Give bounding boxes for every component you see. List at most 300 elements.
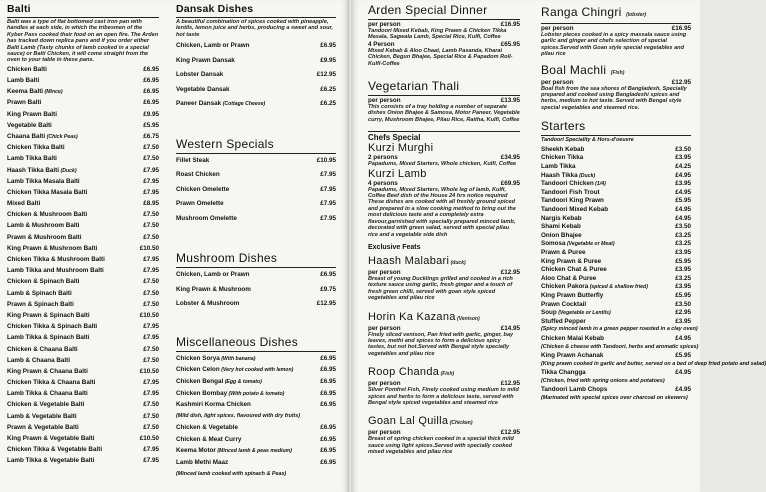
item-note: (Egg & tomato) [223, 378, 262, 385]
menu-item [7, 390, 159, 401]
item-name: Soup (Vegetable or Lentils) [541, 309, 611, 317]
item-note: (Cottage Cheese) [221, 101, 266, 108]
item-price: £5.95 [675, 197, 691, 205]
item-price: £10.50 [139, 367, 159, 375]
dish-title: Haash Malabari (duck) [368, 254, 466, 267]
dish-title: Boal Machli (Fish) [541, 62, 625, 77]
item-name: Chicken Pakora (spiced & shallow fried) [541, 283, 648, 291]
menu-item [176, 57, 336, 72]
mushroom-section [176, 251, 336, 315]
item-price: £3.95 [675, 154, 691, 162]
item-price: £3.50 [675, 300, 691, 308]
item-name: (Marinated with special spices over charcoal on skewers) [541, 395, 688, 402]
item-price: £6.75 [143, 132, 159, 140]
item-price: £6.25 [320, 85, 336, 93]
item-description: Mixed Kebab & Aloo Chaat, Lamb Pasanda, Kharai Chicken, Begun Bhajee, Special Rice & Papadom Roll-Kulfi-Coffee [368, 47, 513, 67]
item-price: £4.95 [675, 188, 691, 196]
section-title: Chefs Special [368, 133, 421, 143]
item-name: Lobster Dansak [176, 71, 224, 79]
item-price: £3.95 [675, 317, 691, 325]
item-name: Prawn & Spinach Balti [7, 300, 74, 308]
item-price: £7.95 [143, 446, 159, 454]
menu-item [541, 154, 691, 163]
menu-item [541, 352, 691, 361]
item-name: King Prawn & Spinach Balti [7, 311, 90, 319]
menu-item [541, 301, 691, 310]
menu-item [7, 323, 159, 334]
item-name: Kashmiri Korma Chicken [176, 401, 251, 409]
item-price: £7.95 [143, 390, 159, 398]
item-name: (King prawn cooked in garlic and butter, served on a bed of deep fried potato and salad) [541, 360, 766, 367]
item-price: £9.95 [143, 110, 159, 118]
item-name: Lamb Tikka & Chaana Balti [7, 390, 88, 398]
item-price: £6.95 [143, 99, 159, 107]
item-name: Keema Motor (Minced lamb & peas medium) [176, 447, 292, 455]
item-price: £10.95 [316, 156, 336, 164]
item-price: £4.95 [675, 171, 691, 179]
menu-item [541, 249, 691, 258]
menu-item [541, 146, 691, 155]
feats-section [368, 244, 520, 456]
divider [176, 351, 336, 352]
item-price: £3.25 [675, 274, 691, 282]
item-name: Chicken Chat & Puree [541, 266, 607, 274]
item-price: £7.50 [143, 356, 159, 364]
menu-item [7, 424, 159, 435]
menu-item [7, 111, 159, 122]
item-name: King Prawn Balti [7, 110, 58, 118]
menu-item [7, 178, 159, 189]
item-price: £3.95 [675, 180, 691, 188]
menu-item [7, 301, 159, 312]
menu-item [176, 459, 336, 471]
menu-item [176, 157, 336, 172]
item-price: £7.50 [143, 278, 159, 286]
item-note: (With banana) [219, 355, 256, 362]
veg-thali-section [368, 79, 520, 123]
item-description: Breast of young Ducklings grilled and cooked in a rich texture sauce using garlic, fresh ginger and a touch of fresh green chilli, served with goan style spiced vegetables and pilau rice [368, 275, 513, 302]
dish-title: Roop Chanda (Fish) [368, 366, 455, 379]
item-price: £6.95 [320, 366, 336, 374]
item-price: £7.95 [320, 185, 336, 193]
item-name: Tandoori Speciality & Hors-d'oeuvre [541, 137, 634, 144]
item-price: £7.50 [143, 289, 159, 297]
item-name: Chicken Balti [7, 65, 47, 73]
divider [368, 131, 520, 132]
item-name: Onion Bhajee [541, 231, 582, 239]
section-title: Miscellaneous Dishes [176, 334, 299, 349]
divider [7, 17, 159, 18]
item-name: Tandoori Lamb Chops [541, 386, 608, 394]
section-title: Balti [7, 3, 31, 15]
item-price: £6.95 [320, 377, 336, 385]
item-name: Lamb Tikka Balti [7, 155, 57, 163]
item-name: Lamb Tikka [541, 163, 576, 171]
item-name: Prawn & Vegetable Balti [7, 423, 79, 431]
item-name: Lamb Tikka and Mushroom Balti [7, 267, 104, 275]
menu-item [176, 413, 336, 425]
price-line: 4 Person £65.95 [368, 40, 520, 48]
menu-item [7, 211, 159, 222]
item-name: Lamb & Vegetable Balti [7, 412, 77, 420]
item-name: Tandoori Fish Trout [541, 188, 600, 196]
menu-item [176, 447, 336, 459]
item-price: £3.95 [675, 266, 691, 274]
left-page [0, 0, 349, 492]
starters-section [541, 119, 766, 403]
item-price: £6.95 [320, 354, 336, 362]
item-name: Chicken Omelette [176, 185, 230, 193]
menu-item [176, 300, 336, 315]
item-name: King Prawn & Vegetable Balti [7, 435, 95, 443]
price-line: per person £16.95 [541, 25, 691, 32]
item-price: £3.50 [675, 145, 691, 153]
dansak-list [176, 42, 336, 115]
menu-item [176, 171, 336, 186]
item-name: King Prawn & Puree [541, 257, 602, 265]
item-name: Vegetable Dansak [176, 85, 230, 93]
menu-item [176, 100, 336, 115]
item-name: Mushroom Omelette [176, 214, 237, 222]
menu-item [541, 343, 699, 353]
western-list [176, 157, 336, 230]
section-title: Exclusive Feats [368, 243, 421, 251]
balti-section [7, 3, 159, 469]
menu-item [176, 436, 336, 448]
menu-item [176, 215, 336, 230]
menu-item [176, 86, 336, 101]
menu-item [541, 223, 691, 232]
feat-item [368, 362, 520, 406]
misc-section [176, 335, 336, 483]
feats-list [368, 251, 520, 456]
item-price: £7.50 [143, 233, 159, 241]
item-name: Chicken, Lamb or Prawn [176, 271, 250, 279]
menu-item [7, 200, 159, 211]
item-name: Chicken & Spinach Balti [7, 278, 80, 286]
price-line: per person £13.95 [368, 97, 520, 105]
specials-column [368, 3, 520, 461]
menu-item [176, 286, 336, 301]
item-name: Chicken Celon (Very hot cooked with lemon) [176, 366, 294, 374]
menu-item [541, 189, 691, 198]
item-name: Lamb Tikka Masala Balti [7, 177, 80, 185]
item-price: £4.95 [675, 214, 691, 222]
item-price: £6.95 [143, 65, 159, 73]
item-price: £7.95 [143, 379, 159, 387]
item-name: Sheekh Kebab [541, 145, 585, 153]
item-price: £7.95 [143, 334, 159, 342]
price-line: per person £12.95 [368, 268, 520, 276]
menu-item [176, 186, 336, 201]
item-price: £8.95 [143, 200, 159, 208]
item-price: £3.25 [675, 231, 691, 239]
item-price: £2.95 [675, 309, 691, 317]
item-name: Lamb & Chaana Balti [7, 356, 70, 364]
item-name: Chicken Tikka & Mushroom Balti [7, 256, 105, 264]
item-name: Prawn Balti [7, 99, 42, 107]
item-name: Tandoori Mixed Kebab [541, 206, 609, 213]
menu-item [7, 144, 159, 155]
menu-item [541, 386, 691, 395]
item-price: £9.75 [320, 285, 336, 293]
item-price: £7.50 [143, 155, 159, 163]
item-name: King Prawn & Mushroom [176, 285, 251, 293]
menu-item [541, 292, 691, 301]
menu-item [541, 360, 766, 370]
item-price: £10.50 [139, 435, 159, 443]
misc-list [176, 355, 336, 483]
menu-item [541, 369, 691, 378]
item-price: £6.95 [320, 42, 336, 50]
item-note: (Very hot cooked with lemon) [219, 367, 294, 374]
menu-item [541, 309, 691, 318]
section-title: Western Specials [176, 136, 274, 151]
item-name: Chicken & Meat Curry [176, 435, 242, 443]
menu-item [176, 71, 336, 86]
item-price: £7.95 [143, 256, 159, 264]
starters-column [541, 3, 766, 404]
item-name: Stuffed Pepper [541, 317, 586, 325]
menu-item [176, 366, 336, 378]
menu-item [7, 346, 159, 357]
item-name: Lamb Tikka & Spinach Balti [7, 334, 90, 342]
item-name: Fillet Steak [176, 156, 210, 164]
item-name: Aloo Chat & Puree [541, 274, 597, 282]
item-price: £7.95 [143, 177, 159, 185]
section-title: Mushroom Dishes [176, 251, 278, 266]
price-line: 2 persons £34.95 [368, 154, 520, 162]
item-name: Chicken Tikka & Spinach Balti [7, 323, 98, 331]
item-price: £3.95 [675, 248, 691, 256]
price-line: per person £12.95 [368, 429, 520, 437]
ranga-section [541, 3, 691, 58]
item-name: King Prawn Butterfly [541, 291, 604, 299]
item-name: King Prawn & Mushroom Balti [7, 244, 98, 252]
item-price: £7.50 [143, 222, 159, 230]
item-name: Somosa (Vegetable or Meat) [541, 240, 615, 248]
item-price: £7.95 [143, 457, 159, 465]
price-line: 4 persons £69.95 [368, 179, 520, 187]
menu-item [7, 222, 159, 233]
item-name: Prawn & Mushroom Balti [7, 233, 82, 241]
item-name: Chicken Tikka [541, 154, 584, 162]
section-description: A beautiful combination of spices cooked with pineapple, lentils, lemon juice and herbs, producing a sweet and sour, hot taste [176, 19, 333, 38]
item-price: £5.95 [675, 352, 691, 360]
item-name: Haash Tikka Balti (Duck) [7, 166, 77, 174]
item-name: Chicken Sorya (With banana) [176, 354, 256, 362]
menu-item [541, 180, 691, 189]
section-title: Vegetarian Thali [368, 79, 460, 94]
item-price: £7.50 [143, 423, 159, 431]
western-section [176, 137, 336, 230]
price-line: per person £12.95 [541, 78, 691, 86]
item-price: £7.95 [143, 166, 159, 174]
item-price: £7.95 [320, 200, 336, 208]
menu-item [7, 99, 159, 110]
item-name: Paneer Dansak (Cottage Cheese) [176, 100, 266, 108]
item-price: £3.25 [675, 240, 691, 248]
menu-item [541, 266, 691, 275]
item-name: Chicken Tikka Balti [7, 144, 65, 152]
divider [368, 19, 520, 20]
menu-item [541, 258, 691, 267]
dish-title: Kurzi Murghi [368, 142, 434, 155]
item-name: Prawn & Puree [541, 248, 586, 256]
item-note: (Duck) [59, 167, 77, 174]
item-name: (Minced lamb cooked with spinach & Peas) [176, 470, 287, 477]
menu-item [541, 395, 691, 404]
boal-section [541, 61, 691, 112]
right-column-left-page [176, 3, 336, 482]
balti-list [7, 66, 159, 469]
item-price: £7.50 [143, 345, 159, 353]
item-name: Chicken & Vegetable [176, 424, 238, 432]
item-price: £7.50 [143, 300, 159, 308]
section-title: Dansak Dishes [176, 3, 254, 15]
item-name: Lamb Tikka & Vegetable Balti [7, 457, 95, 465]
section-description: Balti was a type of flat bottomed cast iron pan with handles at each side, in which the tribesmen of the Kyber Pass cooked their food on an open fire. The Arden has tracked down replica pans and if you order either Balti Lamb (Tasty chunks of lamb cooked in a special sauce) or Balti Chicken, it will come straight from the oven to your table in these pans. [7, 19, 159, 64]
item-name: Chicken Bombay (With potato & tomato) [176, 389, 285, 397]
item-price: £6.95 [320, 401, 336, 409]
item-name: Lamb Methi Maaz [176, 459, 229, 467]
menu-item [176, 471, 336, 483]
menu-item [176, 271, 336, 286]
mushroom-list [176, 271, 336, 315]
item-price: £3.95 [675, 283, 691, 291]
menu-item [7, 189, 159, 200]
item-name: Chicken Bengal (Egg & tomato) [176, 377, 262, 385]
item-name: Chicken & Chaana Balti [7, 345, 78, 353]
menu-item [541, 172, 691, 181]
menu-item [7, 334, 159, 345]
menu-item [176, 390, 336, 402]
item-price: £6.95 [320, 459, 336, 467]
menu-item [7, 312, 159, 323]
price-line: per person £12.95 [368, 380, 520, 388]
item-price: £6.95 [320, 389, 336, 397]
item-price: £7.95 [143, 267, 159, 275]
menu-item [541, 275, 691, 284]
item-name: (Chicken & cheese with Tandoori, herbs and aromatic spices) [541, 343, 699, 350]
dish-title: Horin Ka Kazana (Venison) [368, 310, 480, 323]
item-name: Chicken Tikka & Chaana Balti [7, 379, 96, 387]
item-price: £6.95 [143, 88, 159, 96]
divider [541, 23, 691, 24]
section-title: Starters [541, 119, 586, 134]
item-price: £6.25 [320, 100, 336, 108]
item-price: £7.50 [143, 144, 159, 152]
menu-item [7, 278, 159, 289]
item-price: £6.95 [143, 77, 159, 85]
menu-item [541, 197, 691, 206]
menu-item [7, 457, 159, 468]
feat-item [368, 307, 520, 358]
item-name: (Chicken, fried with spring onions and potatoes) [541, 377, 665, 384]
item-name: Chicken Malai Kebab [541, 334, 604, 342]
divider [176, 17, 336, 18]
item-price: £4.95 [675, 334, 691, 342]
item-name: King Prawn & Chaana Balti [7, 367, 88, 375]
item-price: £7.95 [320, 214, 336, 222]
item-price: £6.95 [320, 271, 336, 279]
item-note: (Chick Peas) [45, 133, 78, 140]
item-price: £5.95 [675, 291, 691, 299]
item-name: (Mild dish, light spices, flavoured with dry fruits) [176, 412, 300, 419]
menu-item [7, 245, 159, 256]
item-name: Tandoori King Prawn [541, 197, 604, 205]
item-name: Nargis Kebab [541, 214, 582, 222]
item-name: King Prawn Dansak [176, 56, 235, 64]
menu-item [7, 155, 159, 166]
menu-item [7, 446, 159, 457]
menu-item [541, 378, 691, 387]
dish-title: Goan Lal Quilla (Chicken) [368, 415, 473, 428]
menu-item [541, 215, 691, 224]
item-name: Keema Balti (Mince) [7, 88, 63, 96]
item-note: (Mince) [43, 89, 63, 96]
divider [368, 95, 520, 96]
menu-item [7, 267, 159, 278]
item-note: (Duck) [577, 172, 596, 179]
item-note: (spiced & shallow fried) [588, 284, 648, 291]
item-price: £6.95 [320, 447, 336, 455]
menu-item [541, 137, 691, 146]
section-title: Arden Special Dinner [368, 3, 488, 17]
menu-item [7, 88, 159, 99]
menu-item [541, 206, 691, 215]
item-price: £3.50 [675, 223, 691, 231]
dish-title: Ranga Chingri (lobster) [541, 5, 647, 19]
item-price: £10.50 [139, 311, 159, 319]
menu-item [176, 200, 336, 215]
menu-item [7, 368, 159, 379]
menu-item [541, 283, 691, 292]
item-price: £4.95 [675, 369, 691, 377]
item-price: £6.95 [320, 435, 336, 443]
item-note: (1/4) [593, 181, 606, 188]
item-price: £7.50 [143, 412, 159, 420]
item-description: Papadums, Mixed Starters, Whole chicken, Kulfi, Coffee [368, 161, 517, 168]
item-price: £4.95 [675, 386, 691, 394]
menu-item [541, 240, 691, 249]
chefs-section [368, 131, 520, 238]
item-price: £7.50 [143, 211, 159, 219]
item-price: £7.95 [143, 188, 159, 196]
menu-item [7, 413, 159, 424]
divider [176, 267, 336, 268]
item-name: Lobster & Mushroom [176, 300, 240, 308]
item-name: Prawn Cocktail [541, 300, 587, 308]
item-name: Mixed Balti [7, 200, 41, 208]
menu-item [7, 234, 159, 245]
menu-item [7, 133, 159, 144]
item-name: Tikka Changga [541, 369, 586, 377]
item-name: Shami Kebab [541, 223, 581, 231]
menu-item [176, 378, 336, 390]
item-name: Lamb & Mushroom Balti [7, 222, 80, 230]
menu-item [7, 379, 159, 390]
feat-item [368, 411, 520, 455]
right-page [351, 0, 766, 492]
menu-item [541, 335, 691, 344]
item-description: Breast of spring chicken cooked in a special thick mild sauce using light spices.Served with specially cooked mixed vegetables and pilau rice [368, 436, 514, 456]
item-note: (With potato & tomato) [227, 390, 285, 397]
item-description: Finely sliced venison, Pan fried with garlic, ginger, bay leaves, methi and spices to form a delicious spicy tastes, but not hot.Served with Bengal style specially vegetables and pilau rice [368, 331, 514, 357]
price-line: per person £16.95 [368, 21, 520, 28]
item-price: £4.95 [675, 206, 691, 213]
menu-item [176, 401, 336, 413]
